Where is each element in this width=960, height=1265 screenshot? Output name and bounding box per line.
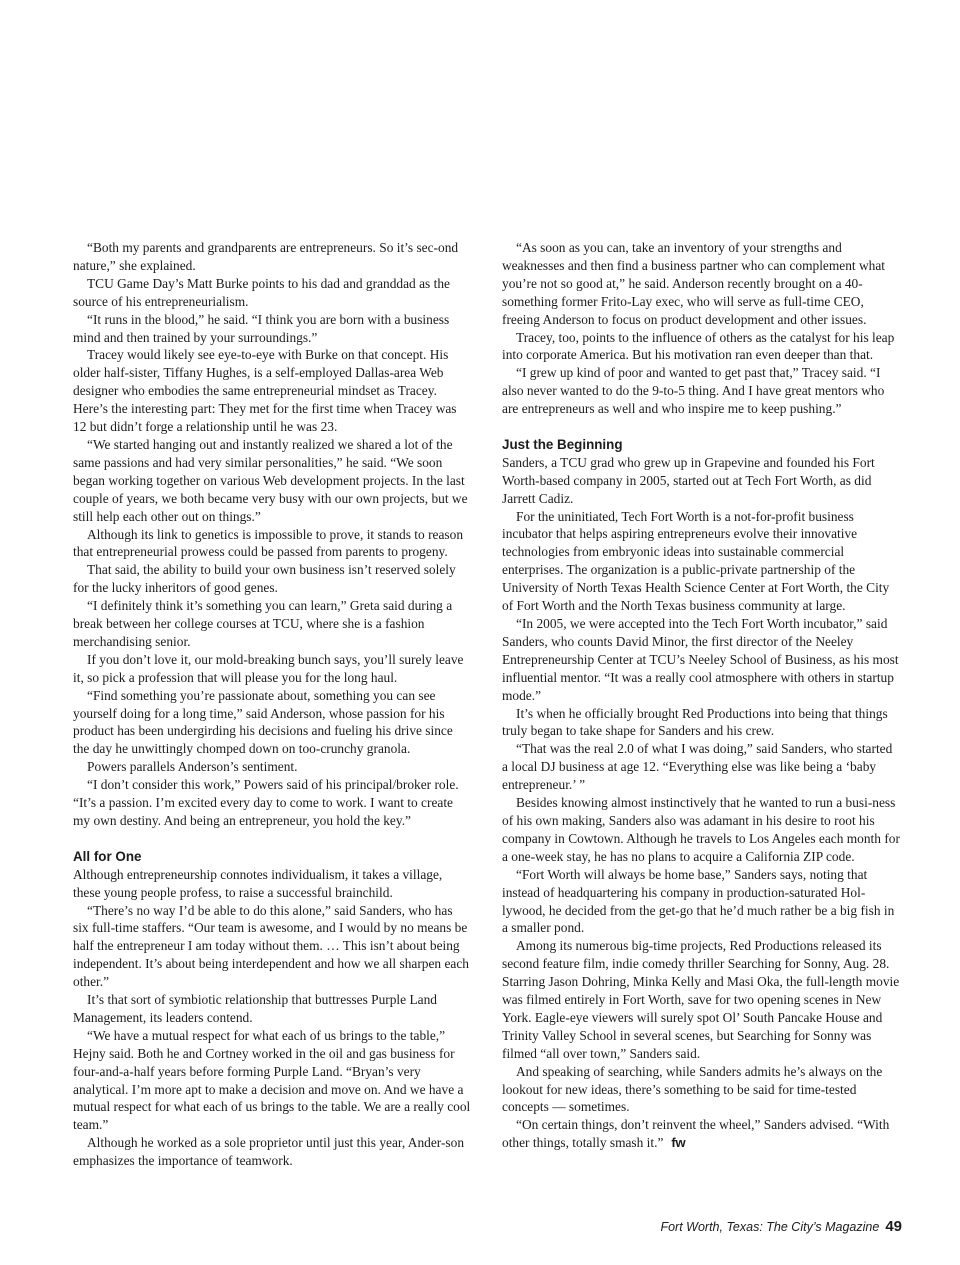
subhead-just-the-beginning: Just the Beginning: [502, 436, 623, 452]
right-column: [502, 239, 900, 1152]
paragraph: “We started hanging out and instantly realized we shared a lot of the same passions and had very similar personalities,” he said. “We soon began working together on various Web development projects. In the last couple of years, we both became very busy with our own projects, but we still help each other out on things.”: [73, 436, 468, 524]
paragraph: Besides knowing almost instinctively that he wanted to run a busi-ness of his own making, Sanders also was adamant in his desire to root his company in Cowtown. Although he travels to Los Angeles each month for a one-week stay, he has no plans to acquire a California ZIP code.: [502, 795, 900, 864]
paragraph: TCU Game Day’s Matt Burke points to his dad and granddad as the source of his entrepreneurialism.: [73, 275, 450, 309]
left-column: [73, 239, 471, 1170]
last-paragraph: [502, 1116, 900, 1152]
paragraph: Tracey, too, points to the influence of others as the catalyst for his leap into corporate America. But his motivation ran even deeper than that.: [502, 329, 895, 363]
paragraph: Powers parallels Anderson’s sentiment.: [87, 759, 298, 775]
paragraph: Although entrepreneurship connotes individualism, it takes a village, these young people profess, to raise a successful brainchild.: [73, 866, 443, 900]
paragraph: Although he worked as a sole proprietor until just this year, Ander-son emphasizes the importance of teamwork.: [73, 1135, 465, 1169]
paragraph: That said, the ability to build your own business isn’t reserved solely for the lucky inheritors of good genes.: [73, 562, 456, 596]
paragraph: “That was the real 2.0 of what I was doing,” said Sanders, who started a local DJ business at age 12. “Everything else was like being a ‘baby entrepreneur.’ ”: [502, 741, 893, 793]
paragraph: “Find something you’re passionate about, something you can see yourself doing for a long time,” said Anderson, whose passion for his product has been undergirding his decisions and fueling his drive since the day he unwittingly chomped down on too-crunchy granola.: [73, 687, 453, 757]
subhead-all-for-one: All for One: [73, 848, 142, 864]
paragraph: Tracey would likely see eye-to-eye with Burke on that concept. His older half-sister, Tiffany Hughes, is a self-employed Dallas-area Web designer who embodies the same entrepreneurial mindset as Tracey. Here’s the interesting part: They met for the first time when Tracey was 12 but didn’t forge a relationship until he was 23.: [73, 347, 457, 435]
end-mark-logo: fw: [671, 1135, 686, 1151]
page-footer: [660, 1218, 902, 1235]
paragraph: Among its numerous big-time projects, Red Productions released its second feature film, indie comedy thriller Searching for Sonny, Aug. 28. Starring Jason Dohring, Minka Kelly and Masi Oka, the full-length movie was filmed entirely in Fort Worth, save for two opening scenes in New York. Eagle-eye viewers will surely spot Ol’ South Pancake House and Trinity Valley School in several scenes, but Searching for Sonny was filmed “all over town,” Sanders said.: [502, 938, 900, 1061]
paragraph: If you don’t love it, our mold-breaking bunch says, you’ll surely leave it, so pick a profession that will please you for the long haul.: [73, 651, 464, 685]
paragraph: “As soon as you can, take an inventory of your strengths and weaknesses and then find a business partner who can complement what you’re not so good at,” he said. Anderson recently brought on a 40-something former Frito-Lay exec, who will serve as full-time CEO, freeing Anderson to focus on product development and other issues.: [502, 240, 886, 327]
paragraph: Sanders, a TCU grad who grew up in Grapevine and founded his Fort Worth-based company in 2005, started out at Tech Fort Worth, as did Jarrett Cadiz.: [502, 454, 875, 506]
paragraph: “In 2005, we were accepted into the Tech Fort Worth incubator,” said Sanders, who counts David Minor, the first director of the Neeley Entrepreneurship Center at TCU’s Neeley School of Business, as his most influential mentor. “It was a really cool atmosphere with others in startup mode.”: [502, 616, 899, 703]
publication-name: Fort Worth, Texas: The City’s Magazine: [660, 1220, 880, 1234]
paragraph: Although its link to genetics is impossible to prove, it stands to reason that entrepreneurial prowess could be passed from parents to progeny.: [73, 526, 464, 560]
paragraph: “I don’t consider this work,” Powers said of his principal/broker role. “It’s a passion. I’m excited every day to come to work. I want to create my own destiny. And being an entrepreneur, you hold the key.”: [73, 777, 459, 828]
paragraph: “There’s no way I’d be able to do this alone,” said Sanders, who has six full-time staffers. “Our team is awesome, and I would by no means be half the entrepreneur I am today without them. … This isn’t about being independent. It’s about being interdependent and how we all sharpen each other.”: [73, 902, 470, 990]
paragraph: “I grew up kind of poor and wanted to get past that,” Tracey said. “I also never wanted to do the 9-to-5 thing. And I have great mentors who are entrepreneurs as well and who inspire me to keep pushing.”: [502, 365, 885, 417]
paragraph: It’s when he officially brought Red Productions into being that things truly began to take shape for Sanders and his crew.: [502, 705, 888, 739]
paragraph: “Both my parents and grandparents are entrepreneurs. So it’s sec-ond nature,” she explained.: [73, 240, 459, 273]
paragraph: “It runs in the blood,” he said. “I think you are born with a business mind and then trained by your surroundings.”: [73, 311, 450, 345]
paragraph: It’s that sort of symbiotic relationship that buttresses Purple Land Management, its leaders contend.: [73, 992, 437, 1025]
paragraph: “Fort Worth will always be home base,” Sanders says, noting that instead of headquartering his company in production-saturated Hol-lywood, he decided from the get-go that he’d much rather be a big fish in a smaller pond.: [502, 866, 895, 936]
paragraph: And speaking of searching, while Sanders admits he’s always on the lookout for new ideas, there’s something to be said for time-tested concepts — sometimes.: [502, 1063, 883, 1115]
paragraph: “We have a mutual respect for what each of us brings to the table,” Hejny said. Both he and Cortney worked in the oil and gas business for four-and-a-half years before forming Purple Land. “Bryan’s very analytical. I’m more apt to make a decision and move on. And we have a mutual respect for what each of us brings to the table. We are a really cool team.”: [73, 1027, 471, 1133]
paragraph: “I definitely think it’s something you can learn,” Greta said during a break between her college courses at TCU, where she is a fashion merchandising senior.: [73, 598, 453, 649]
page-number: 49: [885, 1218, 902, 1235]
paragraph-text: “On certain things, don’t reinvent the wheel,” Sanders advised. “With other things, totally smash it.”: [502, 1117, 890, 1151]
paragraph: For the uninitiated, Tech Fort Worth is a not-for-profit business incubator that helps aspiring entrepreneurs evolve their innovative technologies from embryonic ideas into sustainable commercial enterprises. The organization is a public-private partnership of the University of North Texas Health Science Center at Fort Worth, the City of Fort Worth and the North Texas business community at large.: [502, 508, 890, 614]
